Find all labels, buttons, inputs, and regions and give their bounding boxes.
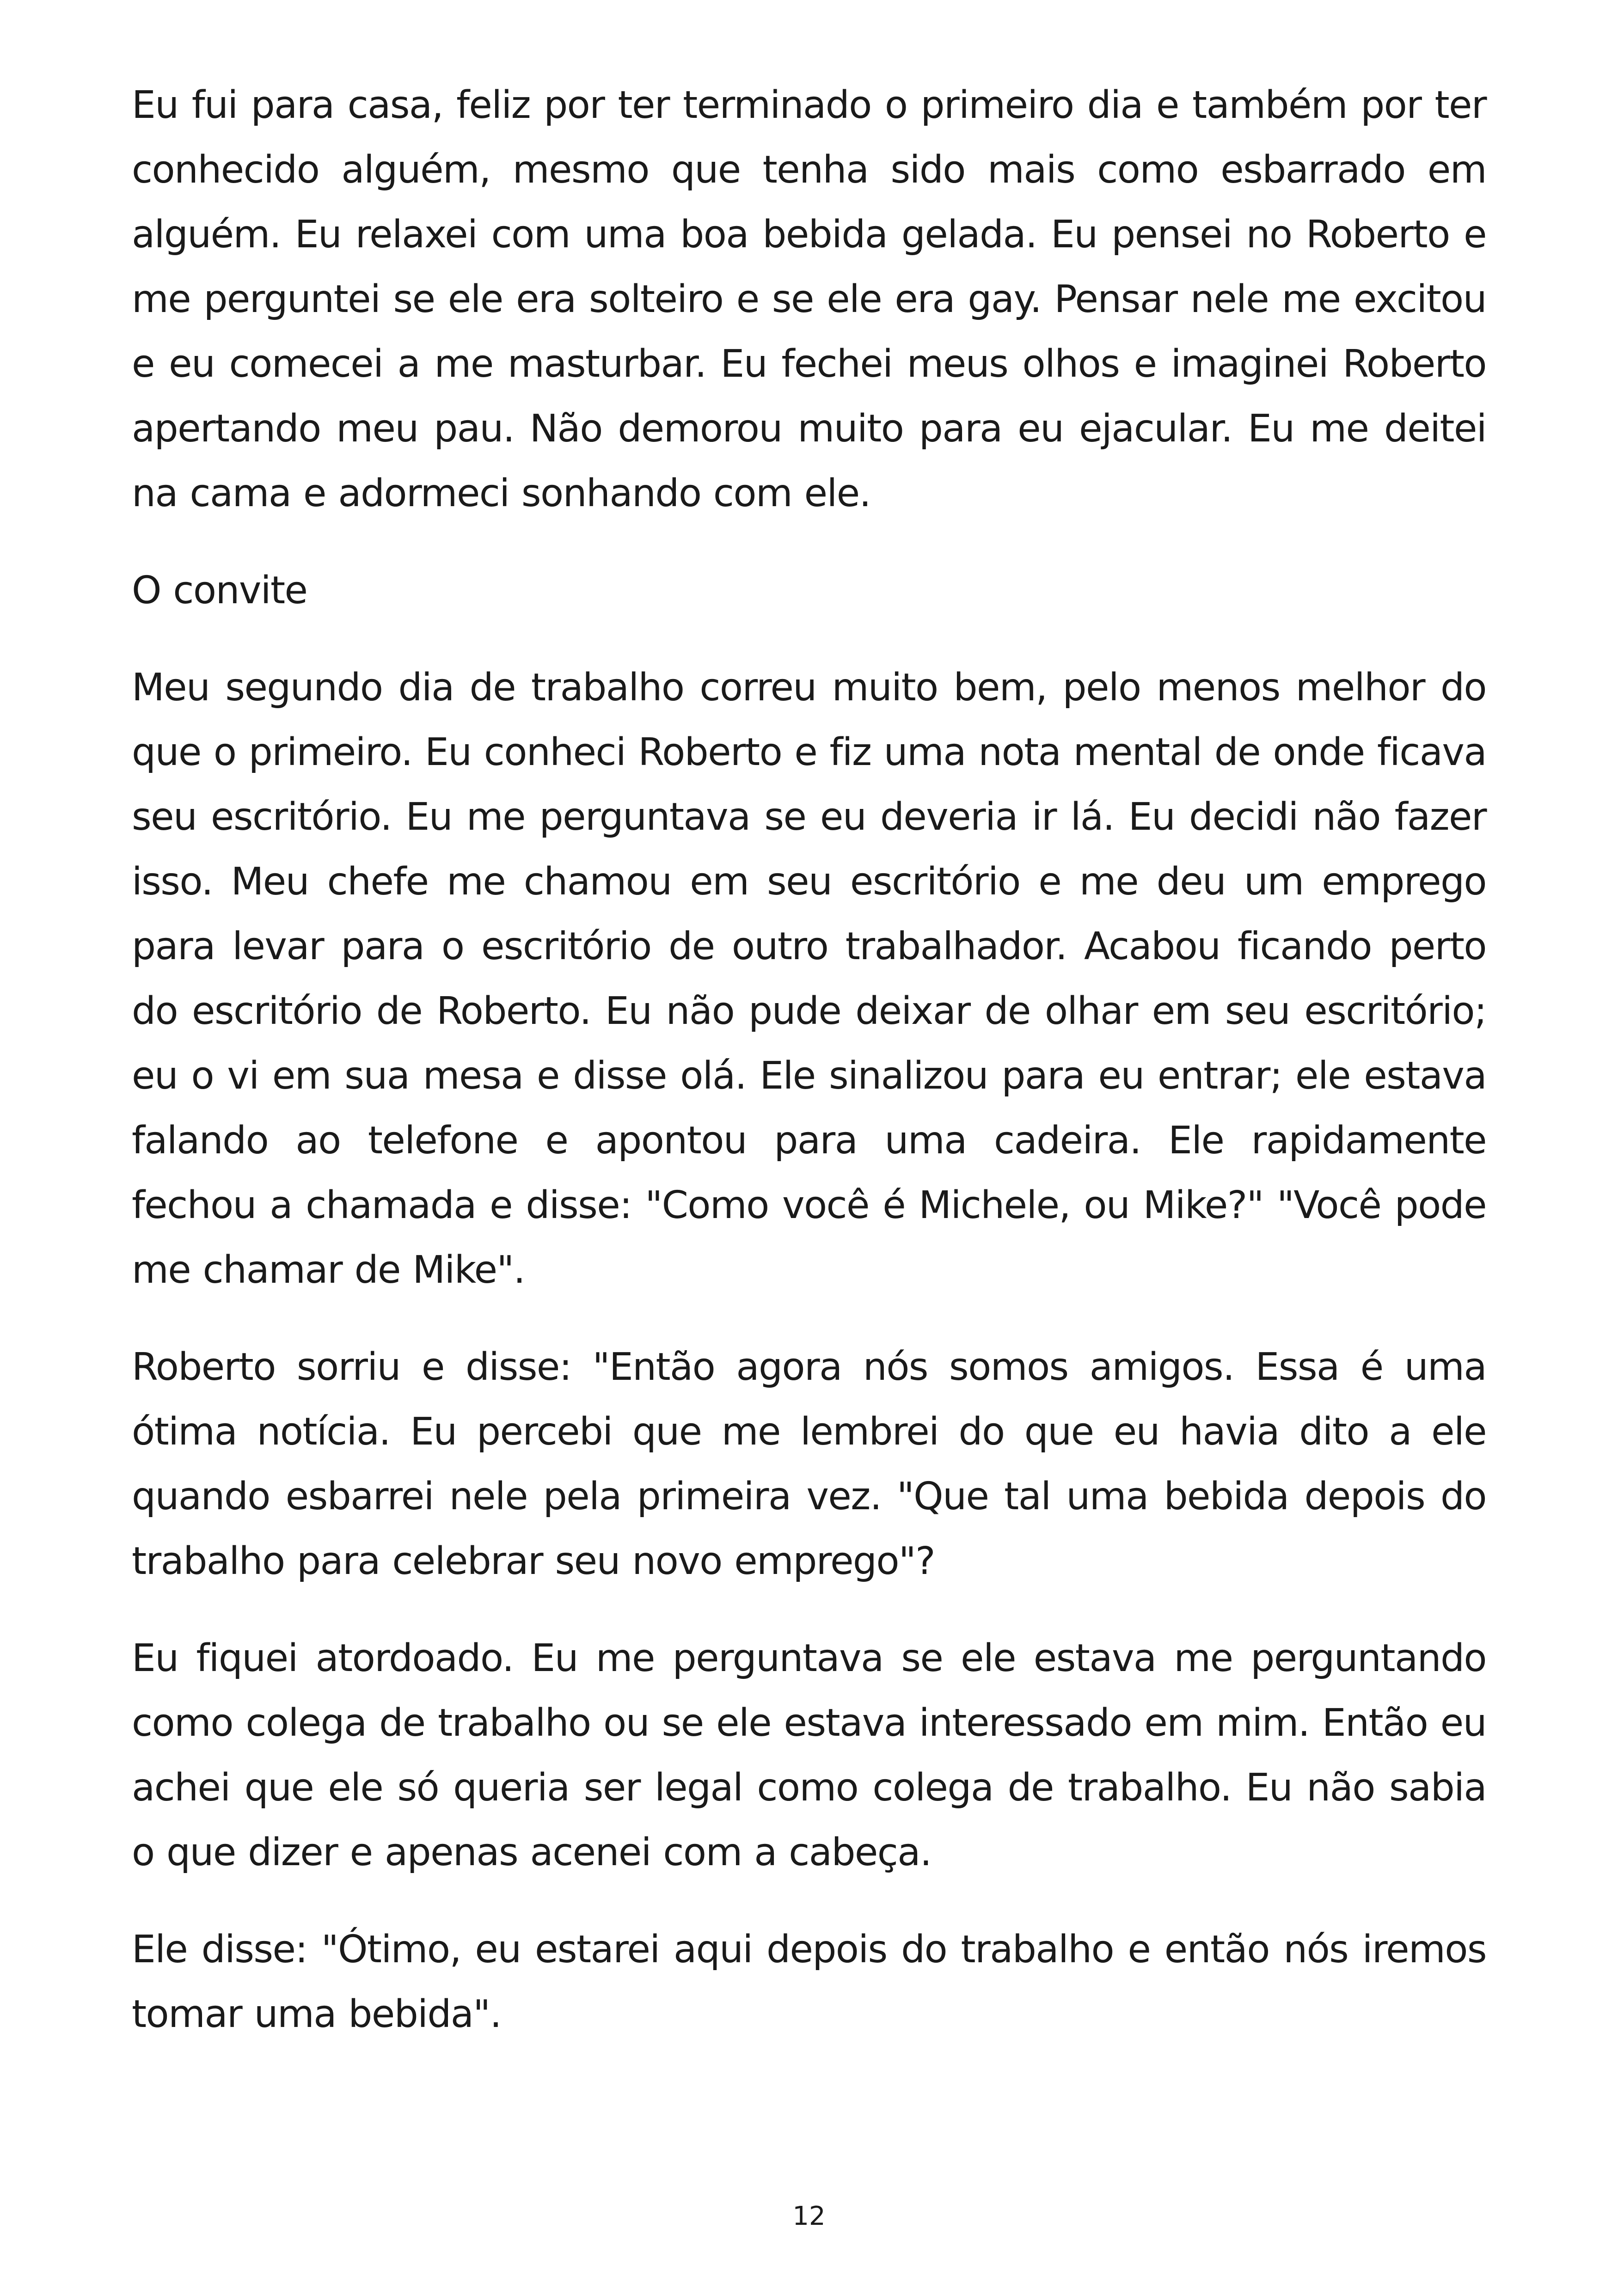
paragraph-5: Ele disse: "Ótimo, eu estarei aqui depois do trabalho e então nós iremos tomar uma bebida". [132,1928,1486,2036]
paragraph-4: Eu fiquei atordoado. Eu me perguntava se ele estava me perguntando como colega de trabalho ou se ele estava interessado em mim. Então eu achei que ele só queria ser legal como colega de trabalho. Eu não sabia o que dizer e apenas acenei com a cabeça. [132,1636,1486,1874]
section-heading: O convite [132,569,307,612]
paragraph-3: Roberto sorriu e disse: "Então agora nós somos amigos. Essa é uma ótima notícia. Eu percebi que me lembrei do que eu havia dito a ele quando esbarrei nele pela primeira vez. "Que tal uma bebida depois do trabalho para celebrar seu novo emprego"? [132,1345,1486,1583]
paragraph-1: Eu fui para casa, feliz por ter terminado o primeiro dia e também por ter conhecido alguém, mesmo que tenha sido mais como esbarrado em alguém. Eu relaxei com uma boa bebida gelada. Eu pensei no Roberto e me perguntei se ele era solteiro e se ele era gay. Pensar nele me excitou e eu comecei a me masturbar. Eu fechei meus olhos e imaginei Roberto apertando meu pau. Não demorou muito para eu ejacular. Eu me deitei na cama e adormeci sonhando com ele. [132,83,1486,515]
page-number: 12 [792,2201,826,2231]
page-body [132,73,1486,2047]
paragraph-2: Meu segundo dia de trabalho correu muito bem, pelo menos melhor do que o primeiro. Eu conheci Roberto e fiz uma nota mental de onde ficava seu escritório. Eu me perguntava se eu deveria ir lá. Eu decidi não fazer isso. Meu chefe me chamou em seu escritório e me deu um emprego para levar para o escritório de outro trabalhador. Acabou ficando perto do escritório de Roberto. Eu não pude deixar de olhar em seu escritório; eu o vi em sua mesa e disse olá. Ele sinalizou para eu entrar; ele estava falando ao telefone e apontou para uma cadeira. Ele rapidamente fechou a chamada e disse: "Como você é Michele, ou Mike?" "Você pode me chamar de Mike". [132,666,1486,1292]
